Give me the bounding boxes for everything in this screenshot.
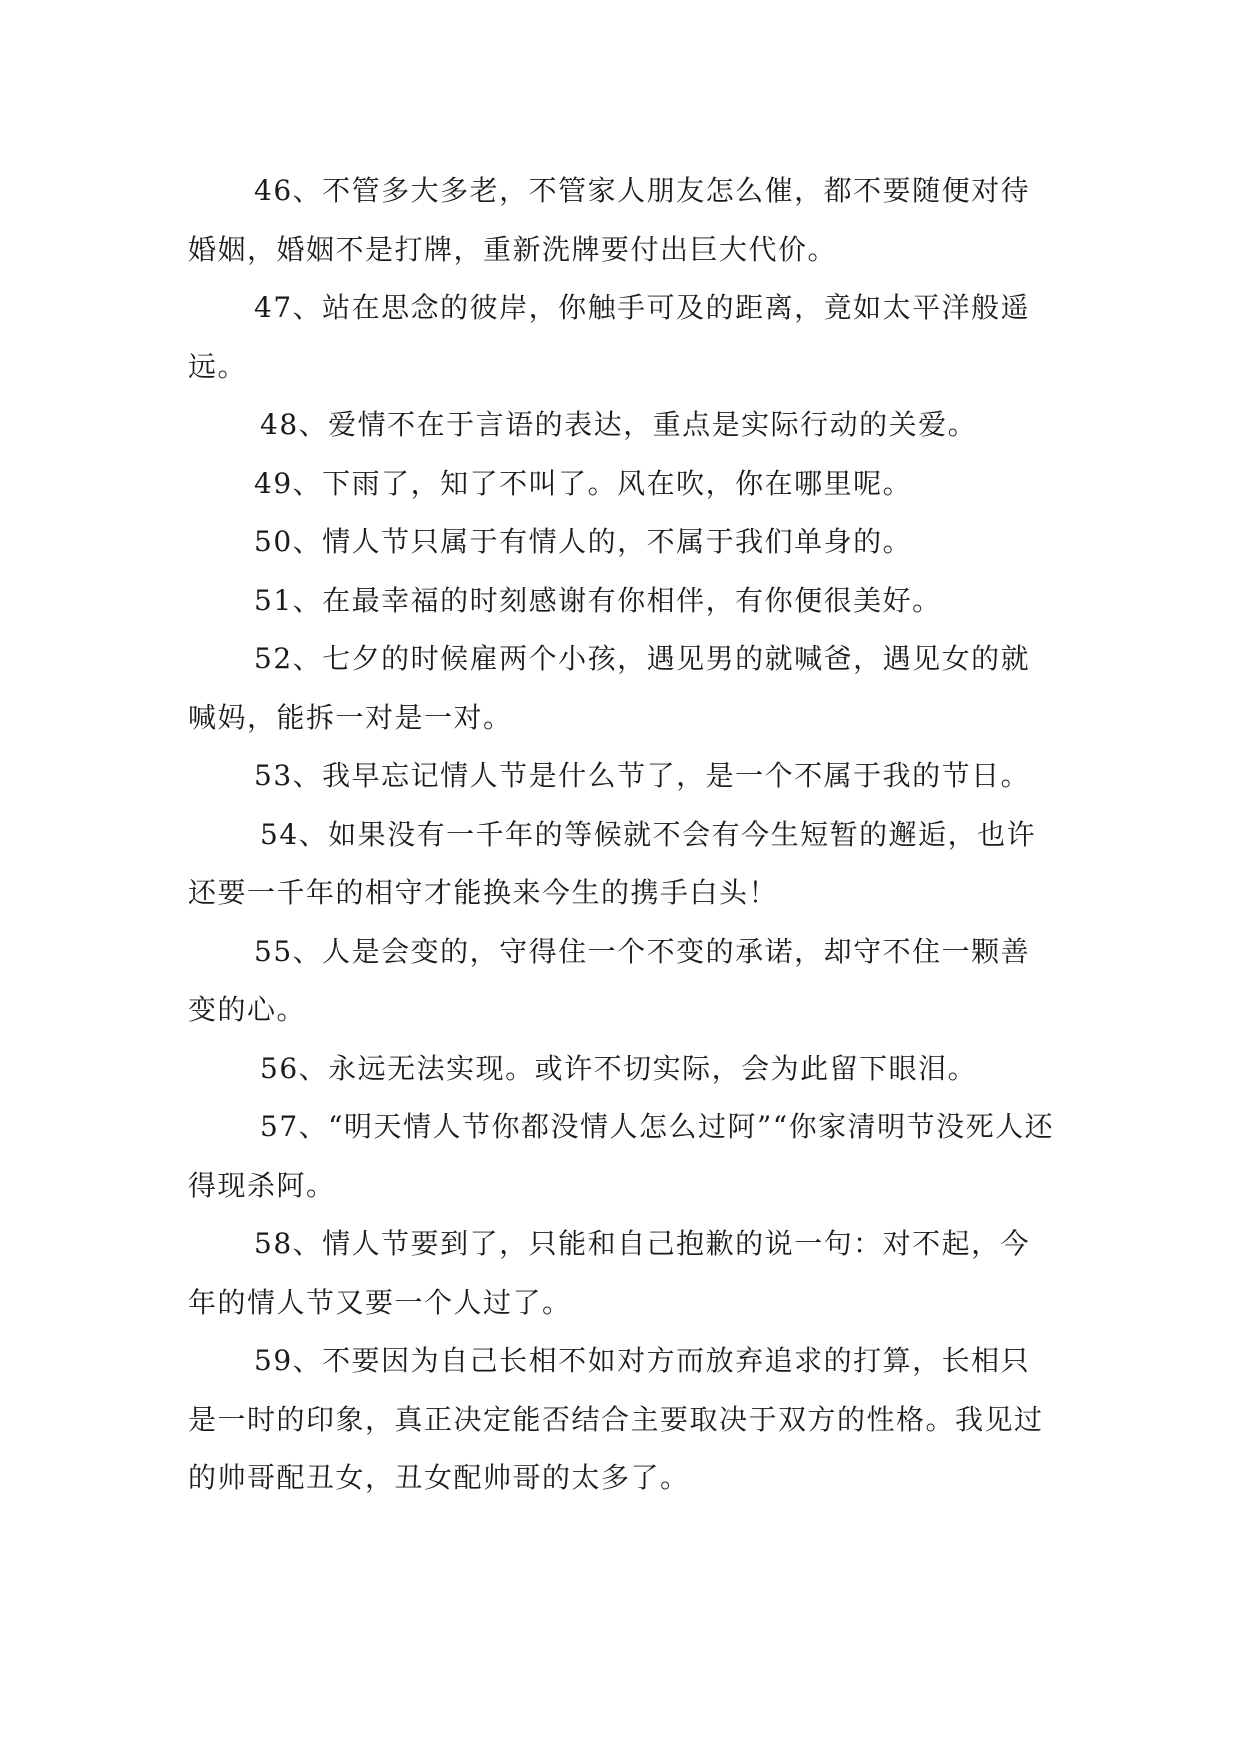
paragraph-55: 55、人是会变的，守得住一个不变的承诺，却守不住一颗善变的心。 — [188, 934, 1031, 1026]
document-body — [188, 162, 1058, 1508]
paragraph-46: 46、不管多大多老，不管家人朋友怎么催，都不要随便对待婚姻，婚姻不是打牌，重新洗牌要付出巨大代价。 — [188, 174, 1031, 266]
paragraph-51: 51、在最幸福的时刻感谢有你相伴，有你便很美好。 — [254, 583, 942, 617]
paragraph-52: 52、七夕的时候雇两个小孩，遇见男的就喊爸，遇见女的就喊妈，能拆一对是一对。 — [188, 642, 1031, 734]
paragraph-59: 59、不要因为自己长相不如对方而放弃追求的打算，长相只是一时的印象，真正决定能否结合主要取决于双方的性格。我见过的帅哥配丑女，丑女配帅哥的太多了。 — [188, 1344, 1044, 1494]
paragraph-49: 49、下雨了，知了不叫了。风在吹，你在哪里呢。 — [254, 466, 913, 500]
paragraph-57: 57、“明天情人节你都没情人怎么过阿”“你家清明节没死人还得现杀阿。 — [188, 1110, 1055, 1202]
paragraph-48: 48、爱情不在于言语的表达，重点是实际行动的关爱。 — [260, 408, 978, 441]
paragraph-56: 56、永远无法实现。或许不切实际，会为此留下眼泪。 — [260, 1051, 978, 1085]
paragraph-53: 53、我早忘记情人节是什么节了，是一个不属于我的节日。 — [254, 759, 1031, 792]
paragraph-50: 50、情人节只属于有情人的，不属于我们单身的。 — [254, 525, 913, 558]
paragraph-58: 58、情人节要到了，只能和自己抱歉的说一句：对不起，今年的情人节又要一个人过了。 — [188, 1227, 1031, 1319]
paragraph-47: 47、站在思念的彼岸，你触手可及的距离，竟如太平洋般遥远。 — [188, 291, 1031, 383]
paragraph-54: 54、如果没有一千年的等候就不会有今生短暂的邂逅，也许还要一千年的相守才能换来今生的携手白头！ — [188, 817, 1037, 909]
